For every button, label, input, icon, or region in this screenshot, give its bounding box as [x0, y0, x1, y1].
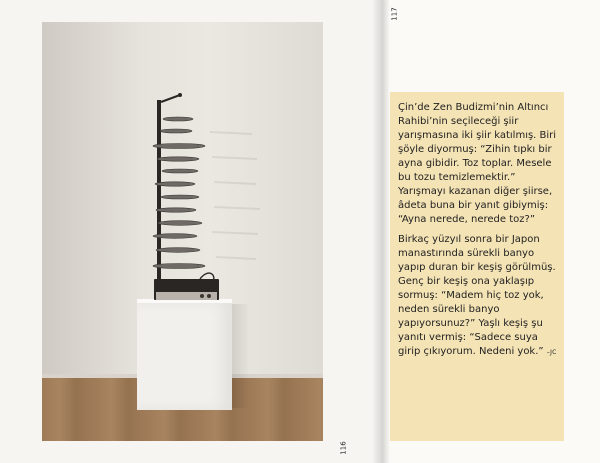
disc: [156, 208, 196, 212]
book-gutter: [372, 0, 390, 463]
disc: [153, 264, 205, 269]
author-signature: –JC: [546, 349, 557, 356]
sculpture-arm: [161, 95, 180, 102]
disc: [153, 234, 197, 239]
record-tower-sculpture: [42, 22, 323, 441]
disc: [155, 182, 195, 186]
page-number-left: 116: [339, 441, 348, 455]
page-number-right: 117: [390, 7, 399, 21]
disc: [156, 248, 200, 253]
sculpture-arm-tip: [178, 93, 182, 97]
disc: [157, 157, 199, 161]
paragraph-2-body: Birkaç yüzyıl sonra bir Japon manastırında sürekli banyo yapıp duran bir keşiş görülmüş. Genç bir keşiş ona yaklaşıp sormuş: “Madem hiç toz yok, neden sürekli banyo yapıyorsunuz?” Yaşlı keşiş şu yanıtı vermiş: “Sadece suya girip çıkıyorum. Nedeni yok.”: [398, 234, 556, 357]
turntable-knob: [207, 294, 211, 298]
paragraph-1: Çin’de Zen Budizmi’nin Altıncı Rahibi’nin seçileceği şiir yarışmasına iki şiir katılmış. Biri şöyle diyormuş: “Zihin tıpkı bir ayna gibidir. Toz toplar. Mesele bu tozu temizlemektir.” Yarışmayı kazanan diğer şiirse, âdeta buna bir yanıt gibiymiş: “Ayna nerede, nerede toz?”: [398, 102, 557, 225]
disc: [160, 129, 192, 133]
disc: [162, 169, 198, 173]
essay-text: [398, 101, 560, 366]
disc: [163, 117, 193, 121]
paragraph-2: [398, 233, 560, 360]
turntable-knob: [200, 294, 204, 298]
disc: [158, 221, 202, 226]
essay-text-box: [390, 92, 564, 441]
sculpture-wall-shadow: [210, 132, 260, 259]
disc: [161, 195, 199, 199]
disc: [153, 144, 205, 149]
sculpture-photo: [42, 22, 323, 441]
